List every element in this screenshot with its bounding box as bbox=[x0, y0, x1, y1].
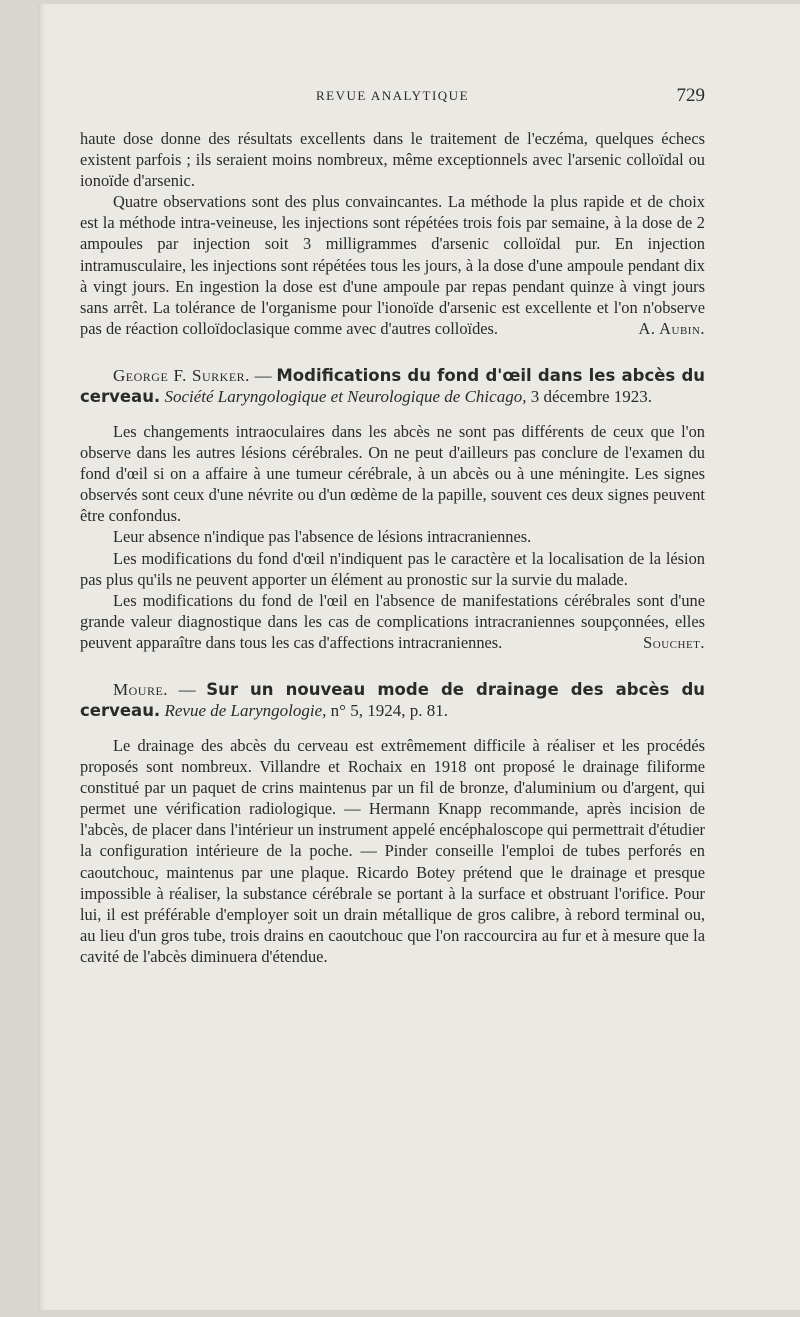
article-1-dash: — bbox=[249, 365, 277, 385]
article-1-signature: Souchet. bbox=[643, 632, 705, 652]
article-1-heading bbox=[80, 365, 705, 407]
page-body bbox=[80, 128, 705, 967]
intro-signature: A. Aubin. bbox=[638, 318, 705, 338]
running-title: REVUE ANALYTIQUE bbox=[315, 88, 470, 103]
article-1-paragraph bbox=[80, 590, 705, 653]
article-1-paragraph: Les modifications du fond d'œil n'indiquent pas le caractère et la localisation de la lésion pas plus qu'ils ne peuvent apporter un élément au pronostic sur la survie du malade. bbox=[80, 548, 705, 589]
article-1-title: Modifications du fond d'œil dans les abcès du cerveau. bbox=[80, 365, 706, 406]
article-2-dash: — bbox=[168, 679, 207, 699]
intro-paragraph-1: haute dose donne des résultats excellents dans le traitement de l'eczéma, quelques échecs existent parfois ; ils seraient moins nombreux, même exceptionnels avec l'arsenic colloïdal ou ionoïde d'arsenic. bbox=[80, 129, 705, 191]
article-2-source: Revue de Laryngologie, bbox=[164, 700, 327, 720]
article-1-paragraph-text: Les modifications du fond de l'œil en l'absence de manifestations cérébrales sont d'une grande valeur diagnostique dans les cas de complications intracraniennes soupçonnées, elles peuvent apparaître dans tous les cas d'affections intracraniennes. bbox=[80, 590, 705, 652]
running-header bbox=[80, 85, 705, 112]
article-2-heading bbox=[80, 679, 705, 721]
article-2-author: Moure. bbox=[113, 679, 169, 699]
article-1-author: George F. Surker. bbox=[113, 365, 250, 385]
article-1 bbox=[80, 365, 705, 653]
article-1-paragraph: Les changements intraoculaires dans les abcès ne sont pas différents de ceux que l'on observe dans les autres lésions cérébrales. On ne peut d'ailleurs pas conclure de l'examen du fond d'œil si on a affaire à une tumeur cérébrale, à un abcès ou à une méningite. Les signes observés sont ceux d'une névrite ou d'un œdème de la papille, souvent ces deux signes peuvent être confondus. bbox=[80, 421, 705, 526]
intro-paragraph-2 bbox=[80, 191, 705, 339]
intro-paragraph-2-text: Quatre observations sont des plus convaincantes. La méthode la plus rapide et de choix est la méthode intra-veineuse, les injections sont répétées trois fois par semaine, à la dose de 2 ampoules par injection soit 3 milligrammes d'arsenic colloïdal pur. En injection intramusculaire, les injections sont répétées tous les jours, à la dose d'une ampoule pendant dix à vingt jours. En ingestion la dose est d'une ampoule par repas pendant quinze à vingt jours sans arrêt. La tolérance de l'organisme pour l'ionoïde d'arsenic est excellente et l'on n'observe pas de réaction colloïdoclasique comme avec d'autres colloïdes. bbox=[80, 192, 705, 338]
article-2-paragraph: Le drainage des abcès du cerveau est extrêmement difficile à réaliser et les procédés proposés sont nombreux. Villandre et Rochaix en 1918 ont proposé le drainage filiforme constitué par un paquet de crins maintenus par un fil de bronze, d'aluminium ou d'argent, qui permet une vérification radiologique. — Hermann Knapp recommande, après incision de l'abcès, de placer dans l'intérieur un instrument appelé encéphaloscope qui permettrait d'étudier la configuration intérieure de la poche. — Pinder conseille l'emploi de tubes perforés en caoutchouc, maintenus par une plaque. Ricardo Botey prétend que le drainage et presque impossible à réaliser, la substance cérébrale se portant à la surface et obstruant l'orifice. Pour lui, il est préférable d'employer soit un drain métallique de gros calibre, à rebord terminal ou, au lieu d'un gros tube, trois drains en caoutchouc que l'on raccourcira au fur et à mesure que la cavité de l'abcès diminuera d'étendue. bbox=[80, 735, 705, 966]
article-1-date: 3 décembre 1923. bbox=[526, 386, 653, 406]
article-1-source: Société Laryngologique et Neurologique de Chicago, bbox=[164, 386, 527, 406]
article-2 bbox=[80, 679, 705, 967]
article-2-date: n° 5, 1924, p. 81. bbox=[326, 700, 448, 720]
page-number: 729 bbox=[676, 85, 705, 106]
article-2-title: Sur un nouveau mode de drainage des abcès du cerveau. bbox=[80, 679, 705, 720]
article-1-paragraph: Leur absence n'indique pas l'absence de lésions intracraniennes. bbox=[113, 527, 532, 547]
